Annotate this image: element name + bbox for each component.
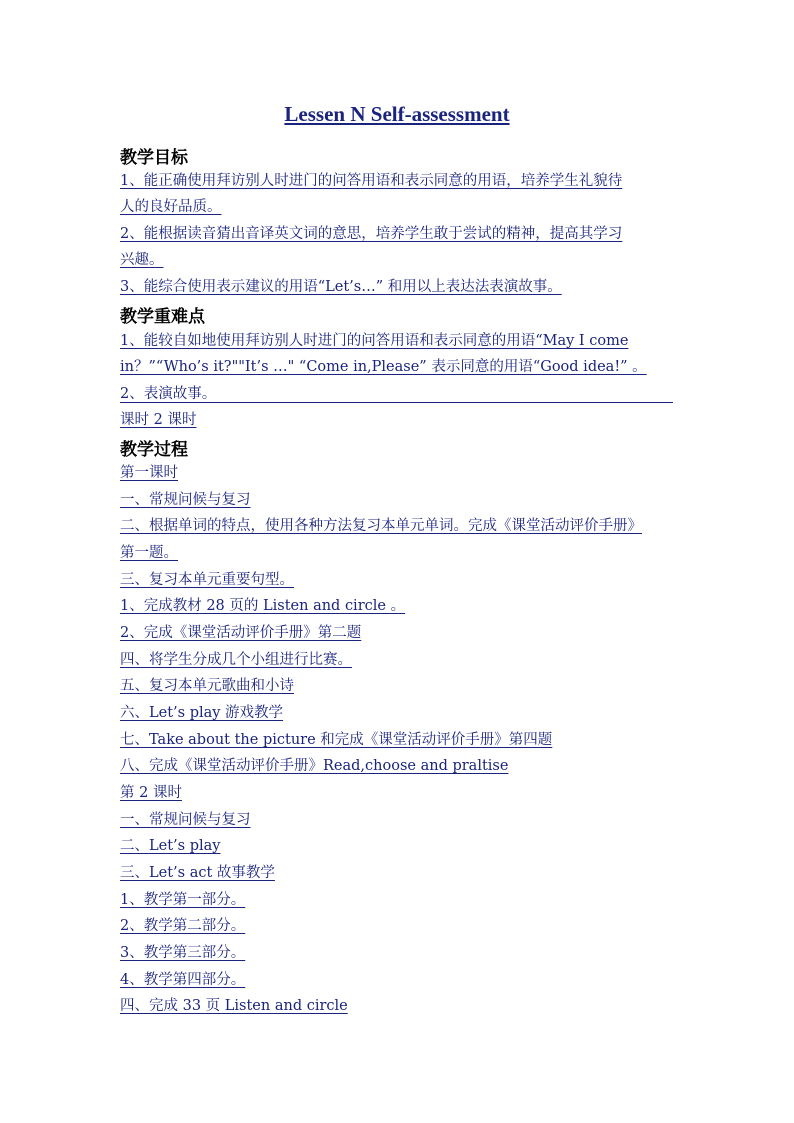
heading-objectives: 教学目标 [120,148,188,168]
process-line: 五、复习本单元歌曲和小诗 [120,678,294,694]
process-line: 六、Let’s play 游戏教学 [120,705,284,721]
period-note: 课时 2 课时 [120,412,197,428]
heading-key-points: 教学重难点 [120,307,205,327]
objective-line: 人的良好品质。 [120,199,222,215]
process-line: 一、常规问候与复习 [120,812,251,828]
process-line: 第一课时 [120,465,178,481]
process-line: 2、完成《课堂活动评价手册》第二题 [120,625,362,641]
key-point-line: 1、能较自如地使用拜访别人时进门的问答用语和表示同意的用语“May I come [120,333,629,349]
process-line: 二、Let’s play [120,838,221,854]
process-line: 三、Let’s act 故事教学 [120,865,275,881]
process-line: 第一题。 [120,545,178,561]
process-line: 3、教学第三部分。 [120,945,246,961]
key-point-underline [120,402,673,403]
process-line: 四、将学生分成几个小组进行比赛。 [120,652,352,668]
process-line: 七、Take about the picture 和完成《课堂活动评价手册》第四题 [120,732,553,748]
process-line: 二、根据单词的特点，使用各种方法复习本单元单词。完成《课堂活动评价手册》 [120,518,642,534]
objective-line: 兴趣。 [120,252,164,268]
key-point-line: in？”“Who’s it?""It’s …" “Come in,Please” 表示同意的用语“Good idea!” 。 [120,359,647,375]
document-title: Lessen N Self-assessment [284,102,510,126]
process-line: 四、完成 33 页 Listen and circle [120,998,348,1014]
process-line: 八、完成《课堂活动评价手册》Read,choose and praltise [120,758,509,774]
process-line: 1、教学第一部分。 [120,892,246,908]
process-line: 第 2 课时 [120,785,182,801]
objective-line: 2、能根据读音猜出音译英文词的意思，培养学生敢于尝试的精神，提高其学习 [120,226,623,242]
heading-process: 教学过程 [120,440,188,460]
process-line: 一、常规问候与复习 [120,492,251,508]
process-line: 1、完成教材 28 页的 Listen and circle 。 [120,598,406,614]
objective-line: 3、能综合使用表示建议的用语“Let’s…” 和用以上表达法表演故事。 [120,279,562,295]
key-point-line: 2、表演故事。 [120,386,217,402]
objective-line: 1、能正确使用拜访别人时进门的问答用语和表示同意的用语，培养学生礼貌待 [120,173,623,189]
process-line: 三、复习本单元重要句型。 [120,572,294,588]
process-line: 2、教学第二部分。 [120,918,246,934]
process-line: 4、教学第四部分。 [120,972,246,988]
